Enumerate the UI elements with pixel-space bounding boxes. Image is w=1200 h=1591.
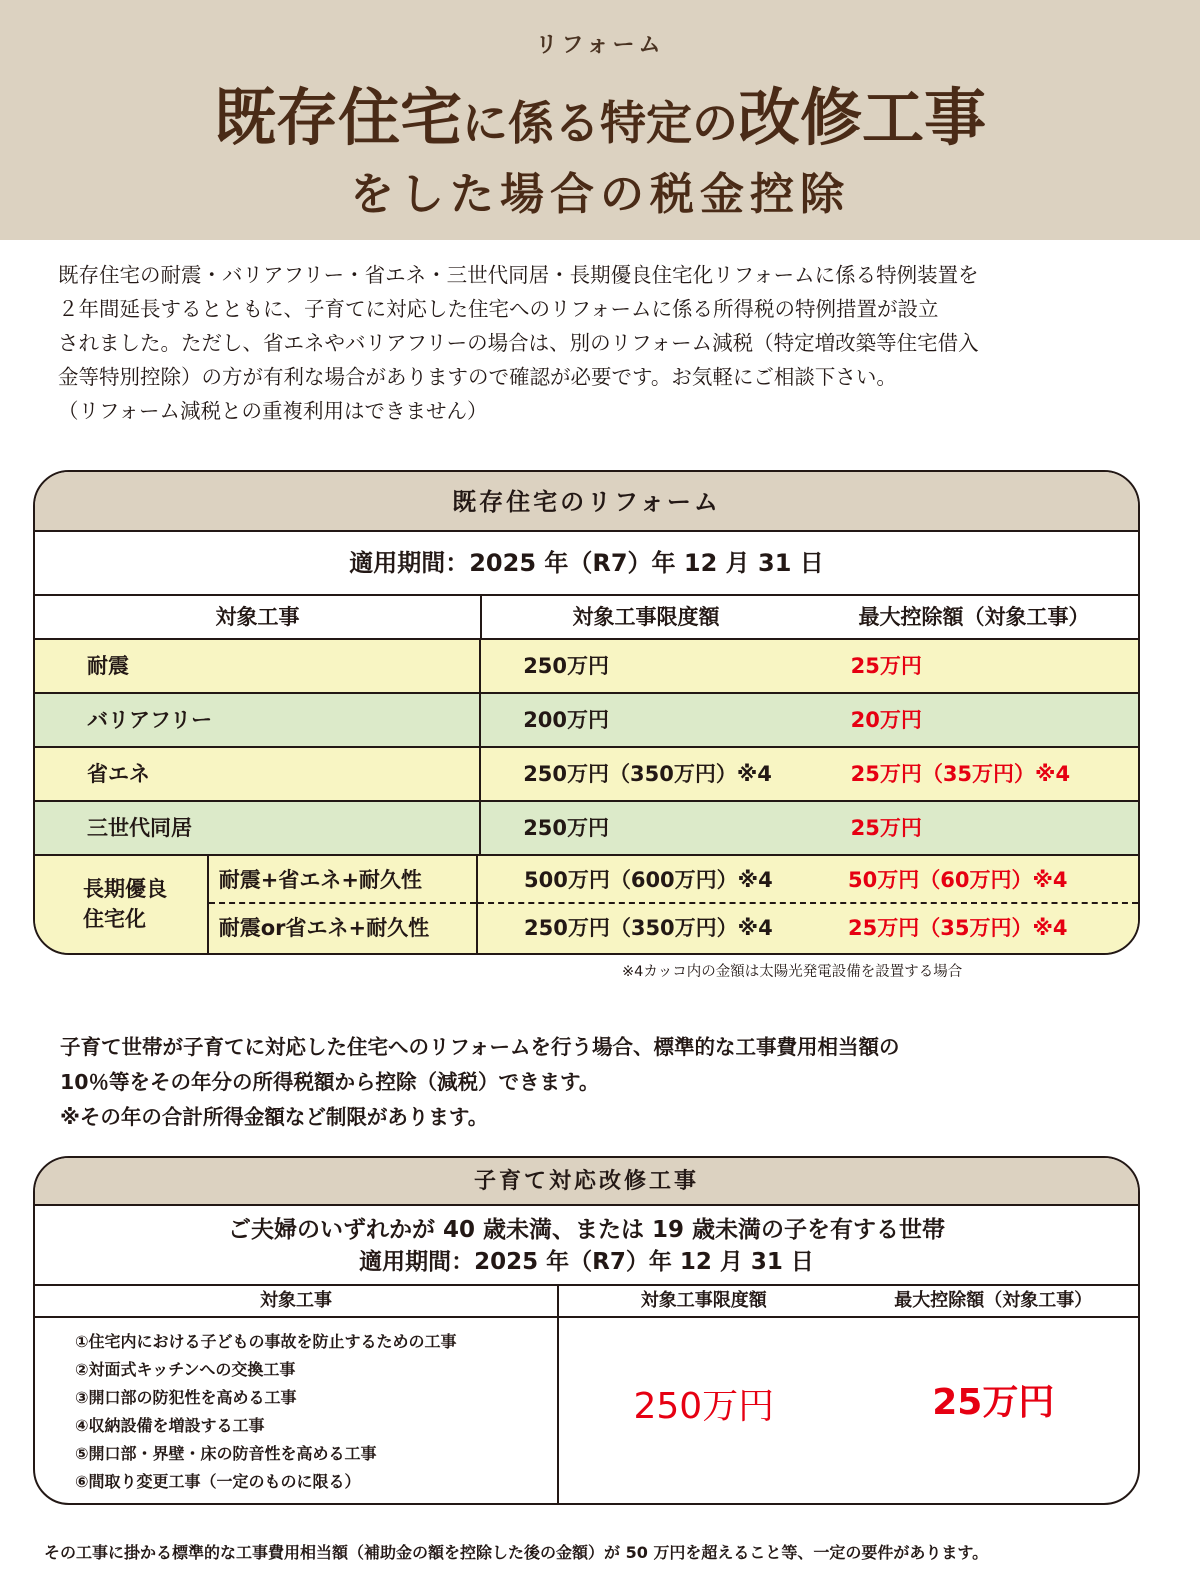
header-limit: 対象工事限度額: [572, 605, 720, 629]
work-cell: 三世代同居: [35, 802, 481, 854]
table2-body: [35, 1318, 1138, 1505]
work-list: [35, 1318, 559, 1505]
list-item: ④収納設備を増設する工事: [75, 1416, 265, 1435]
header-work: 対象工事: [35, 1286, 559, 1316]
title-part-a: 既存住宅: [213, 81, 462, 154]
existing-house-reform-table: [33, 470, 1140, 955]
header-work: 対象工事: [35, 596, 482, 638]
list-item: ①住宅内における子どもの事故を防止するための工事: [75, 1332, 457, 1351]
limit-cell: 500万円（600万円）※4: [524, 868, 773, 892]
title-part-b: に係る特定の: [462, 96, 738, 150]
page-title-line2: をした場合の税金控除: [350, 169, 850, 220]
table2-period-date: 適用期間：2025 年（R7）年 12 月 31 日: [359, 1249, 814, 1275]
childcare-intro-line: ※その年の合計所得金額など制限があります。: [60, 1105, 489, 1129]
childcare-intro-line: 10％等をその年分の所得税額から控除（減税）できます。: [60, 1070, 600, 1094]
table2-eligibility: ご夫婦のいずれかが 40 歳未満、または 19 歳未満の子を有する世帯: [227, 1217, 946, 1243]
max-cell: 20万円: [850, 708, 922, 732]
work-cell: バリアフリー: [35, 694, 481, 746]
long-term-label-line2: 住宅化: [83, 907, 146, 931]
list-item: ⑥間取り変更工事（一定のものに限る）: [75, 1472, 361, 1491]
intro-paragraph: [58, 258, 1158, 428]
sub-work-cell: 耐震+省エネ+耐久性: [209, 856, 476, 904]
table1-note: ※4カッコ内の金額は太陽光発電設備を設置する場合: [622, 964, 963, 980]
long-term-sub-works: [209, 856, 478, 953]
sub-value-row: [478, 904, 1138, 952]
table-row: [35, 748, 1138, 802]
childcare-intro-line: 子育て世帯が子育てに対応した住宅へのリフォームを行う場合、標準的な工事費用相当額の: [60, 1035, 900, 1059]
long-term-label: [35, 856, 209, 953]
intro-line: 金等特別控除）の方が有利な場合がありますので確認が必要です。お気軽にご相談下さい。: [58, 365, 897, 389]
list-item: ②対面式キッチンへの交換工事: [75, 1360, 296, 1379]
limit-cell: 200万円: [523, 708, 610, 732]
long-term-values: [478, 856, 1138, 953]
max-cell: 25万円（35万円）※4: [850, 762, 1071, 786]
work-cell: 省エネ: [35, 748, 481, 800]
max-cell: 25万円（35万円）※4: [848, 916, 1068, 940]
childcare-reform-table: [33, 1156, 1140, 1505]
footnote: その工事に掛かる標準的な工事費用相当額（補助金の額を控除した後の金額）が 50 万円を超えること等、一定の要件があります。: [44, 1543, 989, 1562]
page-title-line1: [0, 68, 1200, 157]
header-max: 最大控除額（対象工事）: [894, 1290, 1093, 1311]
table1-period: 適用期間：2025 年（R7）年 12 月 31 日: [35, 532, 1138, 596]
table-row: [35, 802, 1138, 856]
intro-line: ２年間延長するとともに、子育てに対応した住宅へのリフォームに係る所得税の特例措置が設立: [58, 297, 939, 321]
limit-cell: 250万円（350万円）※4: [524, 916, 773, 940]
intro-line: 既存住宅の耐震・バリアフリー・省エネ・三世代同居・長期優良住宅化リフォームに係る特例装置を: [58, 263, 979, 287]
title-part-c: 改修工事: [738, 81, 987, 154]
table-row: [35, 640, 1138, 694]
long-term-quality-row: [35, 856, 1138, 953]
page-header: [0, 0, 1200, 240]
list-item: ③開口部の防犯性を高める工事: [75, 1388, 297, 1407]
long-term-label-line1: 長期優良: [83, 877, 167, 901]
sub-work-cell: 耐震or省エネ+耐久性: [218, 916, 430, 940]
intro-line: （リフォーム減税との重複利用はできません）: [58, 399, 488, 423]
table2-header-row: [35, 1286, 1138, 1318]
intro-line: されました。ただし、省エネやバリアフリーの場合は、別のリフォーム減税（特定増改築等住宅借入: [58, 331, 979, 355]
max-cell: 25万円: [932, 1382, 1055, 1423]
sub-value-row: [478, 856, 1138, 904]
limit-cell: 250万円: [633, 1386, 775, 1427]
header-limit: 対象工事限度額: [640, 1290, 767, 1311]
header-kicker: リフォーム: [535, 33, 665, 58]
limit-cell: 250万円: [523, 654, 610, 678]
table1-grid: [35, 596, 1138, 953]
table2-title: 子育て対応改修工事: [35, 1158, 1138, 1206]
childcare-intro: [60, 1030, 1160, 1135]
header-max: 最大控除額（対象工事）: [858, 605, 1090, 629]
table2-period: [35, 1206, 1138, 1286]
table1-header-row: [35, 596, 1138, 640]
max-cell: 25万円: [850, 654, 922, 678]
list-item: ⑤開口部・界壁・床の防音性を高める工事: [75, 1444, 377, 1463]
max-cell: 50万円（60万円）※4: [848, 868, 1068, 892]
limit-cell: 250万円（350万円）※4: [523, 762, 772, 786]
table1-title: 既存住宅のリフォーム: [35, 472, 1138, 532]
limit-cell: 250万円: [523, 816, 610, 840]
table-row: [35, 694, 1138, 748]
max-cell: 25万円: [850, 816, 922, 840]
work-cell: 耐震: [35, 640, 481, 692]
